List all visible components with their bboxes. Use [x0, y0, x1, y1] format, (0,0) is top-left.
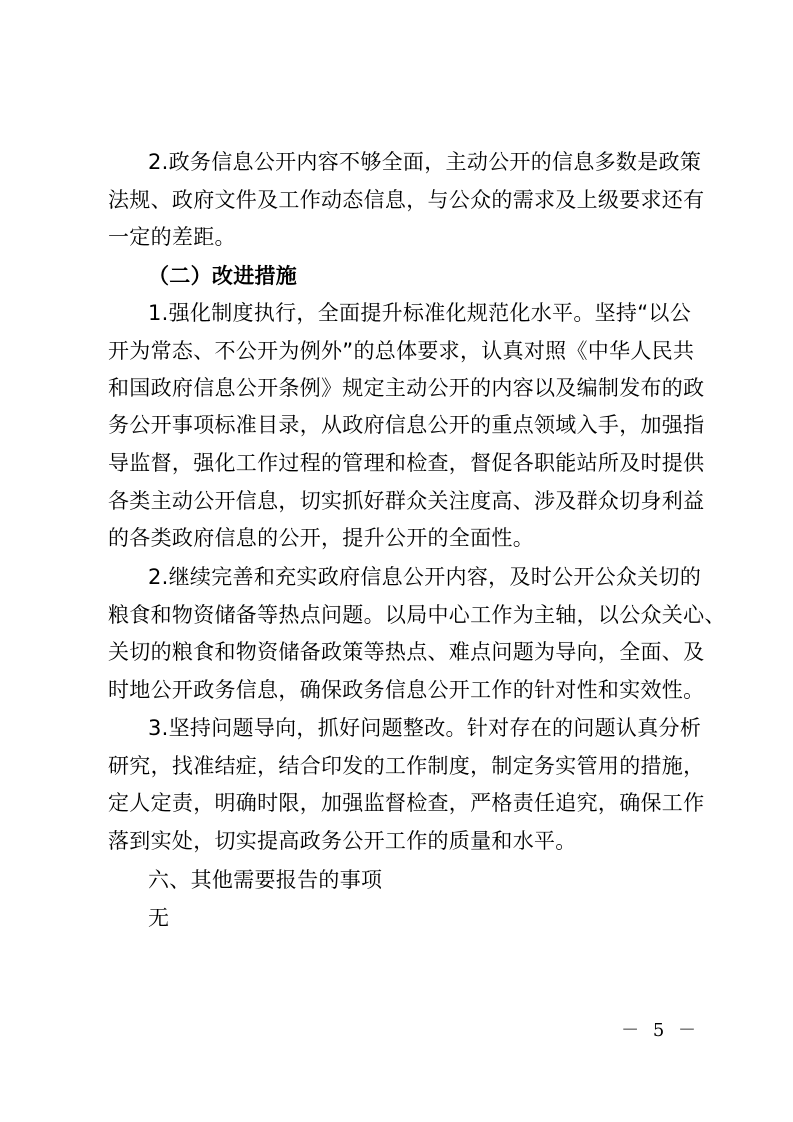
paragraph-line: 各类主动公开信息，切实抓好群众关注度高、涉及群众切身利益 [108, 489, 705, 513]
paragraph-line: 无 [148, 906, 170, 930]
paragraph-line: 2.政务信息公开内容不够全面，主动公开的信息多数是政策 [148, 150, 702, 174]
paragraph-line: 时地公开政务信息，确保政务信息公开工作的针对性和实效性。 [108, 678, 705, 702]
paragraph-line: 的各类政府信息的公开，提升公开的全面性。 [108, 526, 534, 550]
section-heading: 六、其他需要报告的事项 [148, 868, 383, 892]
paragraph-line: 研究，找准结症，结合印发的工作制度，制定务实管用的措施， [108, 754, 705, 778]
paragraph-line: 粮食和物资储备等热点问题。以局中心工作为主轴，以公众关心、 [108, 603, 726, 627]
paragraph-line: 法规、政府文件及工作动态信息，与公众的需求及上级要求还有 [108, 188, 705, 212]
paragraph-line: 2.继续完善和充实政府信息公开内容，及时公开公众关切的 [148, 565, 702, 589]
paragraph-line: 3.坚持问题导向，抓好问题整改。针对存在的问题认真分析 [148, 716, 702, 740]
section-heading: （二）改进措施 [148, 264, 298, 288]
paragraph-line: 务公开事项标准目录，从政府信息公开的重点领域入手，加强指 [108, 413, 705, 437]
paragraph-line: 开为常态、不公开为例外”的总体要求，认真对照《中华人民共 [108, 339, 695, 363]
paragraph-line: 一定的差距。 [108, 225, 236, 249]
paragraph-line: 定人定责，明确时限，加强监督检查，严格责任追究，确保工作 [108, 791, 705, 815]
paragraph-line: 导监督，强化工作过程的管理和检查，督促各职能站所及时提供 [108, 451, 705, 475]
paragraph-line: 1.强化制度执行，全面提升标准化规范化水平。坚持“以公 [148, 301, 692, 325]
paragraph-line: 关切的粮食和物资储备政策等热点、难点问题为导向，全面、及 [108, 640, 705, 664]
paragraph-line: 落到实处，切实提高政务公开工作的质量和水平。 [108, 829, 577, 853]
paragraph-line: 和国政府信息公开条例》规定主动公开的内容以及编制发布的政 [108, 376, 705, 400]
page-number: － 5 － [621, 1020, 700, 1041]
